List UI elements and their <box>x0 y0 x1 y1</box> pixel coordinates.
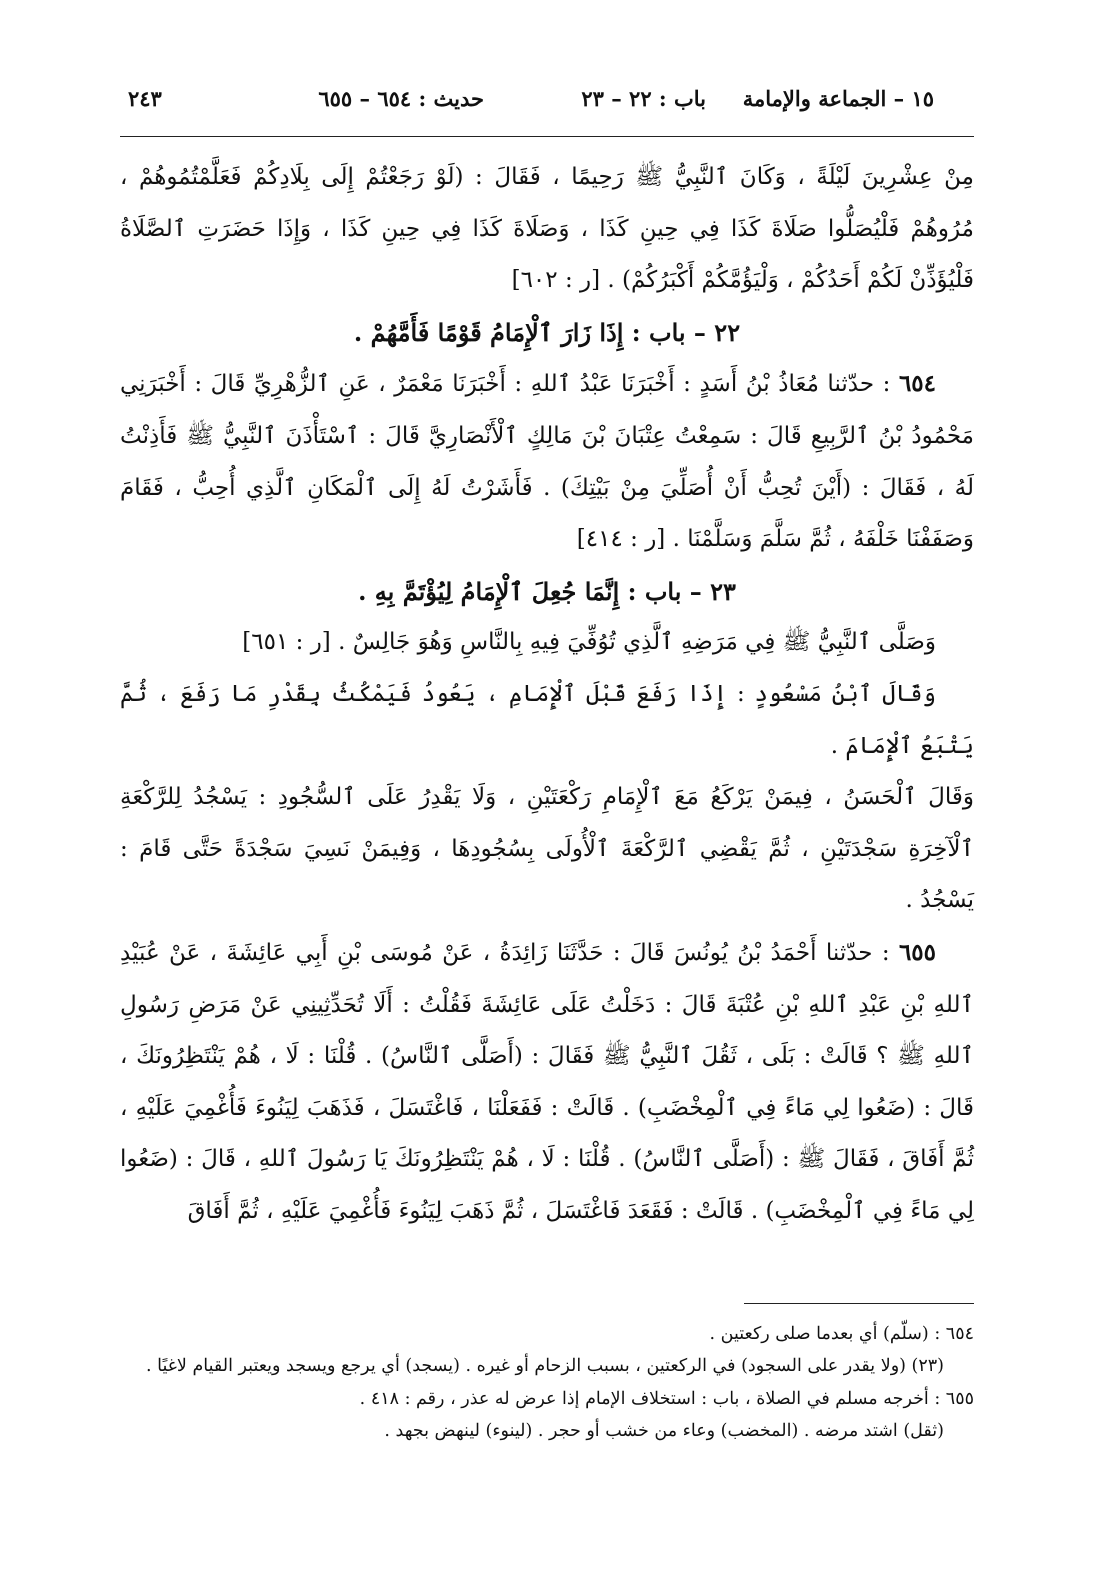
running-header <box>128 86 934 122</box>
cross-reference: [ر : ٦٥١] <box>242 629 331 656</box>
hadith-number: ٦٥٥ <box>898 938 936 966</box>
paragraph-salla <box>120 617 974 669</box>
footnote-654: ٦٥٤ : (سلّم) أي بعدما صلى ركعتين . <box>709 1324 974 1344</box>
header-bab-range: باب : ٢٢ – ٢٣ <box>581 86 706 111</box>
hadith-654 <box>120 358 974 565</box>
chapter-heading-22: ٢٢ – باب : إِذَا زَارَ ٱلْإِمَامُ قَوْمًا فَأَمَّهُمْ . <box>353 317 741 347</box>
hadith-text: : حدّثنا مُعَاذُ بْنُ أَسَدٍ : أَخْبَرَنَا عَبْدُ ٱللهِ : أَخْبَرَنَا مَعْمَرٌ ، عَنِ ٱلزُّهْرِيِّ قَالَ : أَخْبَرَنِي مَحْمُودُ بْنُ ٱلرَّبِيعِ قَالَ : سَمِعْتُ عِتْبَانَ بْنَ مَالِكٍ ٱلْأَنْصَارِيَّ قَالَ : ٱسْتَأْذَنَ ٱلنَّبِيُّ ﷺ فَأَذِنْتُ لَهُ ، فَقَالَ : (أَيْنَ تُحِبُّ أَنْ أُصَلِّيَ مِنْ بَيْتِكَ) . فَأَشَرْتُ لَهُ إِلَى ٱلْمَكَانِ ٱلَّذِي أُحِبُّ ، فَقَامَ وَصَفَفْنَا خَلْفَهُ ، ثُمَّ سَلَّمَ وَسَلَّمْنَا . <box>120 371 974 553</box>
cross-reference: [ر : ٦٠٢] <box>511 267 601 294</box>
paragraph-ibn-masud: وَقَالَ ٱبْنُ مَسْعُودٍ : إِذَا رَفَعَ قَبْلَ ٱلْإِمَامِ ، يَعُودُ فَيَمْكُثُ بِقَدْرِ مَا رَفَعَ ، ثُمَّ يَتْبَعُ ٱلْإِمَامَ . <box>120 680 974 759</box>
hadith-text: : حدّثنا أَحْمَدُ بْنُ يُونُسَ قَالَ : حَدَّثَنَا زَائِدَةُ ، عَنْ مُوسَى بْنِ أَبِي عَائِشَةَ ، عَنْ عُبَيْدِ ٱللهِ بْنِ عَبْدِ ٱللهِ بْنِ عُتْبَةَ قَالَ : دَخَلْتُ عَلَى عَائِشَةَ فَقُلْتُ : أَلَا تُحَدِّثِينِي عَنْ مَرَضِ رَسُولِ ٱللهِ ﷺ ؟ قَالَتْ : بَلَى ، ثَقُلَ ٱلنَّبِيُّ ﷺ فَقَالَ : (أَصَلَّى ٱلنَّاسُ) . قُلْنَا : لَا ، هُمْ يَنْتَظِرُونَكَ ، قَالَ : (ضَعُوا لِي مَاءً فِي ٱلْمِخْضَبِ) . قَالَتْ : فَفَعَلْنَا ، فَاغْتَسَلَ ، فَذَهَبَ لِيَنُوءَ فَأُغْمِيَ عَلَيْهِ ، ثُمَّ أَفَاقَ ، فَقَالَ ﷺ : (أَصَلَّى ٱلنَّاسُ) . قُلْنَا : لَا ، هُمْ يَنْتَظِرُونَكَ يَا رَسُولَ ٱللهِ ، قَالَ : (ضَعُوا لِي مَاءً فِي ٱلْمِخْضَبِ) . قَالَتْ : فَقَعَدَ فَاغْتَسَلَ ، ثُمَّ ذَهَبَ لِيَنُوءَ فَأُغْمِيَ عَلَيْهِ ، ثُمَّ أَفَاقَ <box>120 939 974 1224</box>
paragraph-hasan: وَقَالَ ٱلْحَسَنُ ، فِيمَنْ يَرْكَعُ مَعَ ٱلْإِمَامِ رَكْعَتَيْنِ ، وَلَا يَقْدِرُ عَلَى ٱلسُّجُودِ : يَسْجُدُ لِلرَّكْعَةِ ٱلْآخِرَةِ سَجْدَتَيْنِ ، ثُمَّ يَقْضِي ٱلرَّكْعَةَ ٱلْأُولَى بِسُجُودِهَا ، وَفِيمَنْ نَسِيَ سَجْدَةً حَتَّى قَامَ : يَسْجُدُ . <box>120 784 974 914</box>
footnote-655-glossary: (ثقل) اشتد مرضه . (المخضب) وعاء من خشب أو حجر . (لينوء) لينهض بجهد . <box>384 1421 944 1442</box>
header-hadith-range: حديث : ٦٥٤ – ٦٥٥ <box>318 86 484 111</box>
header-chapter: ١٥ – الجماعة والإمامة <box>742 86 934 111</box>
main-text <box>120 152 974 1237</box>
paragraph-text: مِنْ عِشْرِينَ لَيْلَةً ، وَكَانَ ٱلنَّبِيُّ ﷺ رَحِيمًا ، فَقَالَ : (لَوْ رَجَعْتُمْ إِلَى بِلَادِكُمْ فَعَلَّمْتُمُوهُمْ ، مُرُوهُمْ فَلْيُصَلُّوا صَلَاةَ كَذَا فِي حِينِ كَذَا ، وَصَلَاةَ كَذَا فِي حِينِ كَذَا ، وَإِذَا حَضَرَتِ ٱلصَّلَاةُ فَلْيُؤَذِّنْ لَكُمْ أَحَدُكُمْ ، وَلْيَؤُمَّكُمْ أَكْبَرُكُمْ) . <box>120 164 974 294</box>
paragraph-text: وَصَلَّى ٱلنَّبِيُّ ﷺ فِي مَرَضِهِ ٱلَّذِي تُوُفِّيَ فِيهِ بِالنَّاسِ وَهُوَ جَالِسٌ . <box>338 629 936 656</box>
footnote-rule <box>744 1303 974 1304</box>
hadith-number: ٦٥٤ <box>898 370 937 398</box>
page-number: ٢٤٣ <box>128 86 162 111</box>
footnotes <box>120 1318 974 1448</box>
header-rule <box>120 136 974 137</box>
footnote-655: ٦٥٥ : أخرجه مسلم في الصلاة ، باب : استخلاف الإمام إذا عرض له عذر ، رقم : ٤١٨ . <box>359 1388 974 1409</box>
hadith-655 <box>120 927 974 1238</box>
paragraph-continuation <box>120 152 974 307</box>
footnote-23: (٢٣) (ولا يقدر على السجود) في الركعتين ، بسبب الزحام أو غيره . (يسجد) أي يرجع ويسجد ويعتبر القيام لاغيًا . <box>146 1356 944 1377</box>
cross-reference: [ر : ٤١٤] <box>576 526 666 553</box>
chapter-heading-23: ٢٣ – باب : إِنَّمَا جُعِلَ ٱلْإِمَامُ لِيُؤْتَمَّ بِهِ . <box>358 576 736 606</box>
